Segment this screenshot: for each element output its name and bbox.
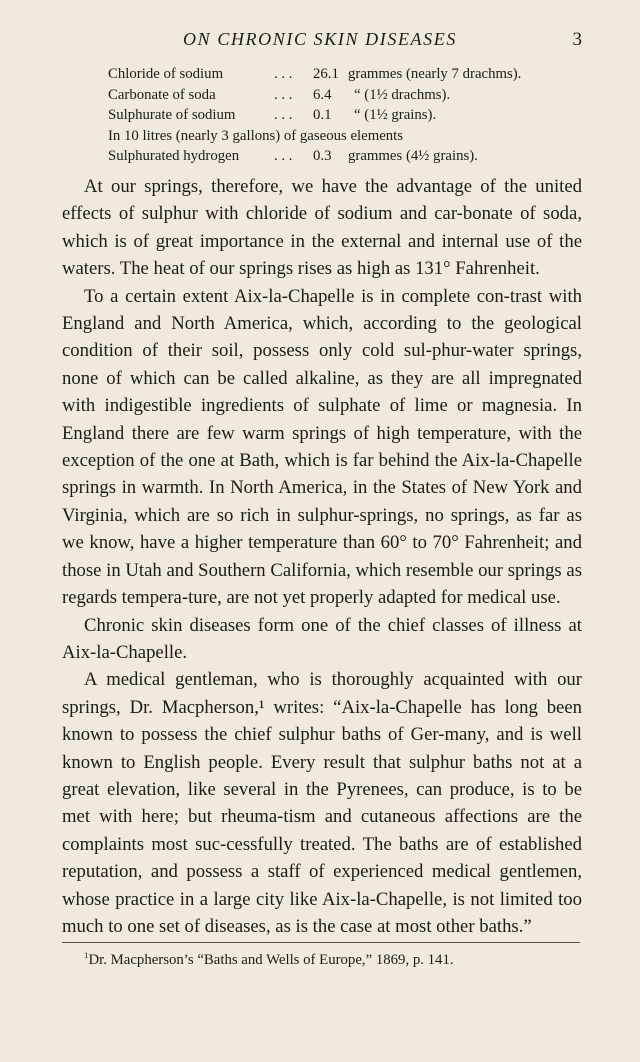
compound-qualifier: grammes (nearly 7 drachms). (348, 66, 522, 82)
running-title: ON CHRONIC SKIN DISEASES (183, 29, 457, 49)
compound-label: Chloride of sodium (108, 66, 224, 82)
footnote (84, 946, 580, 970)
paragraph: At our springs, therefore, we have the advantage of the united effects of sulphur with chloride of sodium and car-bonate of soda, which is of great importance in the external and internal use of the waters. The heat of our springs rises as high as 131° Fahrenheit. (62, 176, 582, 280)
compound-label: Sulphurate of sodium (108, 107, 236, 124)
compound-qualifier: grammes (4½ grains). (348, 148, 478, 165)
compound-value: 26.1 (313, 66, 339, 82)
compound-label: Sulphurated hydrogen (108, 148, 240, 165)
paragraph: Chronic skin diseases form one of the chief classes of illness at Aix-la-Chapelle. (62, 614, 582, 663)
footnote-marker: 1 (84, 950, 89, 960)
footnote-rule (62, 942, 580, 943)
body-text (62, 173, 582, 940)
compound-value: 6.4 (313, 86, 332, 103)
table-row (108, 105, 578, 126)
leader-dots: . . . (274, 66, 293, 82)
compound-label: Carbonate of soda (108, 86, 216, 103)
paragraph: A medical gentleman, who is thoroughly acquainted with our springs, Dr. Macpherson,¹ writes: “Aix-la-Chapelle has long been known to possess the chief sulphur baths of Ger-many, and is well known to English people. Every result that sulphur baths not at a great elevation, like several in the Pyrenees, can produce, is to be met with here; but rheuma-tism and cutaneous affections are the complaints most suc-cessfully treated. The baths are of established reputation, and possess a staff of experienced medical gentlemen, whose practice in a large city like Aix-la-Chapelle, is not limited too much to one set of diseases, as is the case at most other baths.” (62, 669, 582, 937)
table-note-text: In 10 litres (nearly 3 gallons) of gaseous elements (108, 127, 404, 144)
leader-dots: . . . (274, 148, 293, 165)
page-number: 3 (572, 29, 582, 50)
compound-qualifier: “ (1½ drachms). (354, 86, 451, 103)
leader-dots: . . . (274, 107, 293, 124)
paragraph: To a certain extent Aix-la-Chapelle is in complete con-trast with England and North America, which, according to the geological condition of their soil, possess only cold sul-phur-water springs, none of which can be called alkaline, as they are all impregnated with indigestible ingredients of sulphate of lime or magnesia. In England there are few warm springs of high temperature, with the exception of the one at Bath, which is far behind the Aix-la-Chapelle springs in warmth. In North America, in the States of New York and Virginia, which are so rich in sulphur-springs, no springs, as far as we know, have a higher temperature than 60° to 70° Fahrenheit; and those in Utah and Southern California, which resemble our springs as regards tempera-ture, are not yet properly adapted for medical use. (62, 285, 582, 609)
footnote-text: Dr. Macpherson’s “Baths and Wells of Europe,” 1869, p. 141. (88, 951, 454, 968)
table-note (108, 126, 578, 147)
table-row (108, 146, 578, 167)
compound-value: 0.1 (313, 107, 332, 124)
table-row (108, 85, 578, 106)
leader-dots: . . . (274, 86, 293, 103)
composition-table (108, 64, 578, 167)
compound-value: 0.3 (313, 148, 332, 165)
compound-qualifier: “ (1½ grains). (354, 107, 437, 124)
table-row (108, 64, 578, 85)
running-head (0, 29, 640, 53)
